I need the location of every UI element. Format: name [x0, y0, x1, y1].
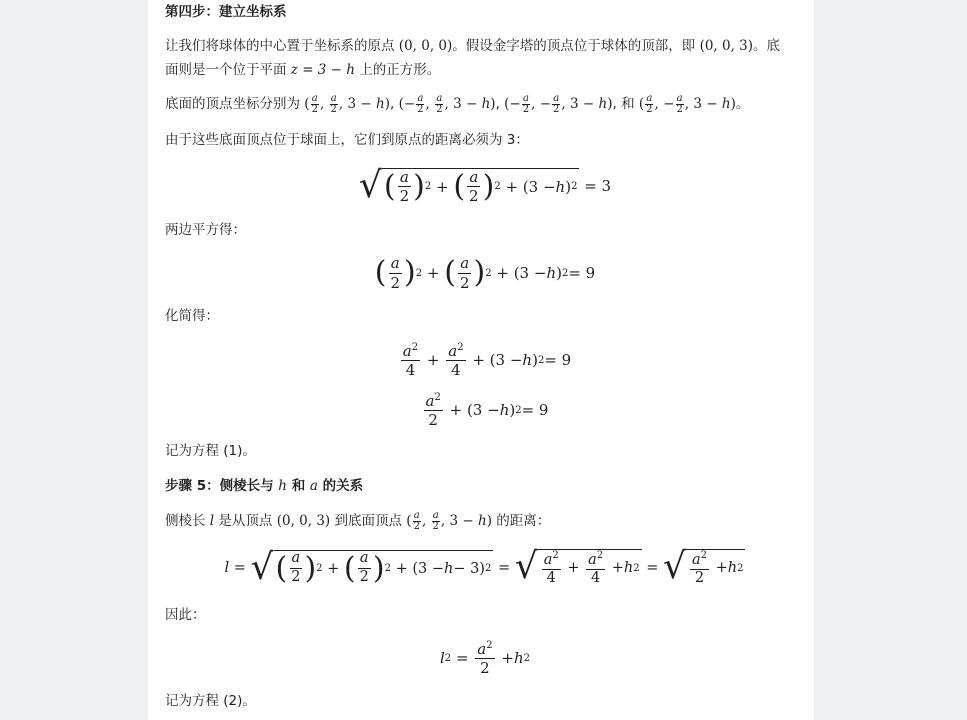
equation-lateral-edge: l = √ ( $\frac{a}{2}$ ) 2 + ( $\frac{a}{2}$ ) 2 + (3 − h − 3) 2 = √ $\frac{a^2}{4}$ + $\frac{a^2}{4}$ + h 2 = √ $\frac{a^2}{2}$ + h 2: [224, 545, 744, 588]
therefore-label: 因此：: [165, 607, 206, 623]
equation-simplified-2: $\frac{a^2}{2}$ + (3 − h ) 2 = 9: [425, 391, 549, 429]
step4-distance-statement: 由于这些底面顶点位于球面上，它们到原点的距离必须为 3：: [165, 132, 529, 148]
step4-heading: 第四步：建立坐标系: [165, 4, 287, 20]
equation-2-label: 记为方程 (2)。: [165, 693, 256, 709]
equation-l-squared: l 2 = $\frac{a^2}{2}$ + h 2: [439, 639, 530, 677]
equation-distance-sqrt: √ ( $\frac{a}{2}$ ) 2 + ( $\frac{a}{2}$ ) 2 + (3 − h ) 2 = 3: [358, 164, 612, 206]
step4-paragraph-1-line-2: 面则是一个位于平面 z = 3 − h 上的正方形。: [165, 62, 441, 78]
step4-base-vertices: 底面的顶点坐标分别为 ( $\frac{a}{2}$ , $\frac{a}{2}$ , 3 − h), (− $\frac{a}{2}$ , $\frac{a}{2}$ , 3 − h), (− $\frac{a}{2}$ , − $\frac{a}{2}$ , 3 − h), 和 ( $\frac{a}{2}$ , − $\frac{a}{2}$ , 3 − h)。: [165, 92, 750, 115]
step5-heading: 步骤 5：侧棱长与 h 和 a 的关系: [165, 478, 364, 494]
simplify-label: 化简得：: [165, 308, 219, 324]
equation-simplified-1: $\frac{a^2}{4}$ + $\frac{a^2}{4}$ + (3 − h ) 2 = 9: [402, 341, 572, 379]
equation-1-label: 记为方程 (1)。: [165, 443, 256, 459]
square-both-sides-label: 两边平方得：: [165, 222, 246, 238]
document-page: [148, 0, 814, 720]
step5-lateral-edge-statement: 侧棱长 l 是从顶点 (0, 0, 3) 到底面顶点 ( $\frac{a}{2}$ , $\frac{a}{2}$ , 3 − h) 的距离：: [165, 509, 551, 532]
step4-paragraph-1-line-1: 让我们将球体的中心置于坐标系的原点 (0, 0, 0)。假设金字塔的顶点位于球体的顶部，即 (0, 0, 3)。底: [165, 38, 781, 54]
equation-squared: ( $\frac{a}{2}$ ) 2 + ( $\frac{a}{2}$ ) 2 + (3 − h ) 2 = 9: [374, 254, 596, 292]
